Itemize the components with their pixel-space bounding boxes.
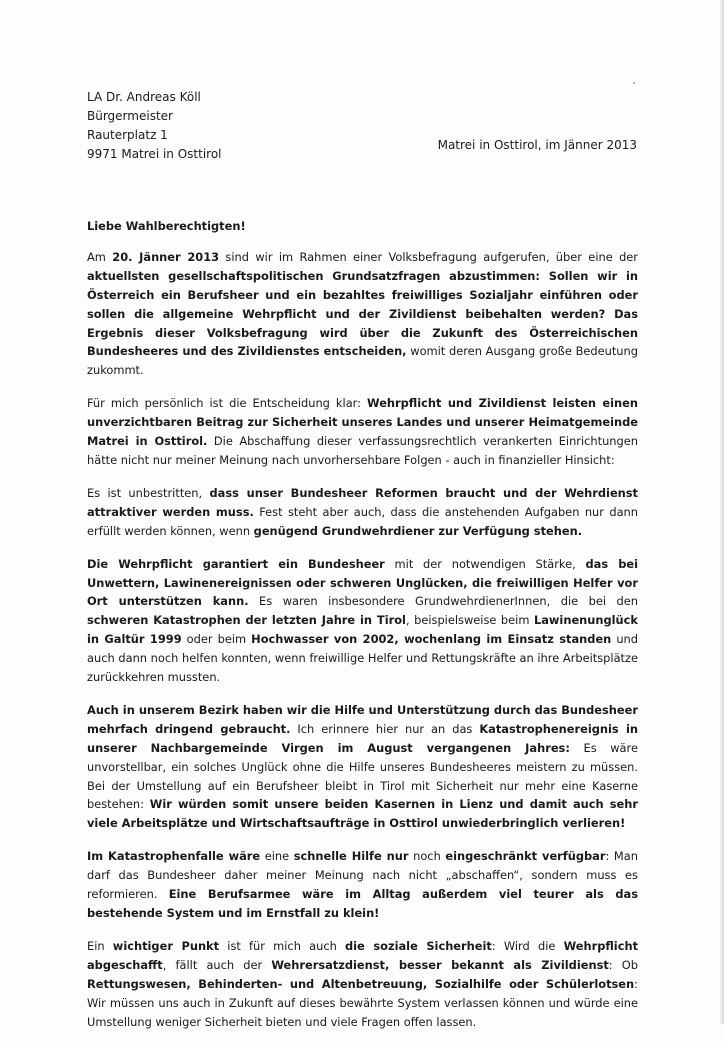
bold-text-run: Wehrpflicht und Zivildienst leisten einen unverzichtbaren Beitrag zur Sicherheit unseres Landes und unserer Heimatgemeinde Matrei in Osttirol. <box>87 396 638 449</box>
bold-text-run: die soziale Sicherheit <box>345 938 492 953</box>
scan-speck <box>633 82 635 84</box>
salutation: Liebe Wahlberechtigten! <box>87 219 246 233</box>
text-run: Es ist unbestritten, <box>87 485 210 500</box>
bold-text-run: Wehrpflicht abgeschafft <box>87 938 639 972</box>
bold-text-run: wichtiger Punkt <box>112 938 220 953</box>
sender-role: Bürgermeister <box>87 109 173 123</box>
bold-text-run: Eine Berufsarmee wäre im Alltag außerdem viel teurer als das bestehende System und im Ernstfall zu klein! <box>87 887 638 920</box>
text-run: eine <box>260 849 294 864</box>
place-date: Matrei in Osttirol, im Jänner 2013 <box>437 138 637 152</box>
text-run: : Man darf das Bundesheer daher meiner Meinung nach nicht „abschaffen“, sondern muss es reformieren. <box>87 849 638 902</box>
text-run: ist für mich auch <box>219 938 345 953</box>
text-run: Für mich persönlich ist die Entscheidung klar: <box>87 396 368 411</box>
bold-text-run: eingeschränkt verfügbar <box>445 849 606 864</box>
bold-text-run: schnelle Hilfe nur <box>293 849 409 864</box>
text-run: Es waren insbesondere GrundwehrdienerInnen, die bei den <box>248 594 639 609</box>
bold-text-run: Auch in unserem Bezirk haben wir die Hilfe und Unterstützung durch das Bundesheer mehrfach dringend gebraucht. <box>87 702 638 736</box>
letter-body <box>87 217 638 1045</box>
paragraph-list <box>87 248 638 1032</box>
text-run: oder beim <box>181 632 252 647</box>
bold-text-run: Wir würden somit unsere beiden Kasernen in Lienz und damit auch sehr viele Arbeitsplätze und Wirtschaftsaufträge in Osttirol unwiederbringlich verlieren! <box>87 797 638 831</box>
sender-name: LA Dr. Andreas Köll <box>87 90 201 104</box>
bold-text-run: dass unser Bundesheer Reformen braucht und der Wehrdienst attraktiver werden muss. <box>87 485 638 519</box>
body-paragraph <box>87 394 638 470</box>
bold-text-run: 20. Jänner 2013 <box>112 249 220 264</box>
body-paragraph <box>87 555 638 687</box>
text-run: : Wir müssen uns auch in Zukunft auf dieses bewährte System verlassen können und würde eine Umstellung weniger Sicherheit bieten und viele Fragen offen lassen. <box>87 976 638 1029</box>
body-paragraph <box>87 701 638 833</box>
text-run: , beispielsweise beim <box>405 613 534 628</box>
bold-text-run: das bei Unwettern, Lawinenereignissen oder schweren Unglücken, die freiwilligen Helfer vor Ort unterstützen kann. <box>87 556 638 609</box>
bold-text-run: genügend Grundwehrdiener zur Verfügung stehen. <box>253 523 583 538</box>
text-run: sind wir im Rahmen einer Volksbefragung aufgerufen, über eine der <box>219 249 638 264</box>
text-run: Es wäre unvorstellbar, ein solches Unglück ohne die Hilfe unseres Bundesheeres meistern zu müssen. Bei der Umstellung auf ein Berufsheer bleibt in Tirol mit Sicherheit nur mehr eine Kaserne bestehen: <box>87 740 638 812</box>
text-run: Ein <box>87 938 113 953</box>
text-run: und auch dann noch helfen konnten, wenn freiwillige Helfer und Rettungskräfte an ihre Arbeitsplätze zurückkehren mussten. <box>87 632 638 685</box>
bold-text-run: Im Katastrophenfalle wäre <box>87 849 261 864</box>
sender-address <box>87 88 222 164</box>
bold-text-run: aktuellsten gesellschaftspolitischen Grundsatzfragen abzustimmen: Sollen wir in Österreich ein Berufsheer und ein bezahltes freiwilliges Sozialjahr einführen oder sollen die allgemeine Wehrpflicht und der Zivildienst beibehalten werden? Das Ergebnis dieser Volksbefragung wird über die Zukunft des Österreichischen Bundesheeres und des Zivildienstes entscheiden, <box>87 268 638 359</box>
bold-text-run: Wehrersatzdienst, besser bekannt als Zivildienst <box>271 957 609 972</box>
bold-text-run: schweren Katastrophen der letzten Jahre in Tirol <box>87 613 406 628</box>
bold-text-run: Lawinenunglück in Galtür 1999 <box>87 613 638 647</box>
text-run: mit der notwendigen Stärke, <box>384 556 586 571</box>
text-run: , fällt auch der <box>162 957 272 972</box>
text-run: Am <box>87 249 113 264</box>
bold-text-run: Rettungswesen, Behinderten- und Altenbetreuung, Sozialhilfe oder Schülerlotsen <box>87 976 635 991</box>
text-run: Die Abschaffung dieser verfassungsrechtlich verankerten Einrichtungen hätte nicht nur meiner Meinung nach unvorhersehbare Folgen - auch in finanzieller Hinsicht: <box>87 434 638 467</box>
body-paragraph <box>87 847 638 923</box>
text-run: Fest steht aber auch, dass die anstehenden Aufgaben nur dann erfüllt werden können, wenn <box>87 504 638 538</box>
bold-text-run: Die Wehrpflicht garantiert ein Bundesheer <box>87 556 385 571</box>
text-run: Ich erinnere hier nur an das <box>290 721 480 736</box>
body-paragraph <box>87 937 638 1032</box>
text-run: noch <box>408 849 446 864</box>
text-run: womit deren Ausgang große Bedeutung zukommt. <box>87 344 638 378</box>
body-paragraph <box>87 484 638 541</box>
text-run: : Wird die <box>491 938 564 953</box>
sender-street: Rauterplatz 1 <box>87 128 168 142</box>
bold-text-run: Katastrophenereignis in unserer Nachbargemeinde Virgen im August vergangenen Jahres: <box>87 721 638 755</box>
text-run: : Ob <box>608 957 638 972</box>
sender-city: 9971 Matrei in Osttirol <box>87 147 222 161</box>
body-paragraph <box>87 248 638 380</box>
bold-text-run: Hochwasser von 2002, wochenlang im Einsatz standen <box>251 632 612 647</box>
